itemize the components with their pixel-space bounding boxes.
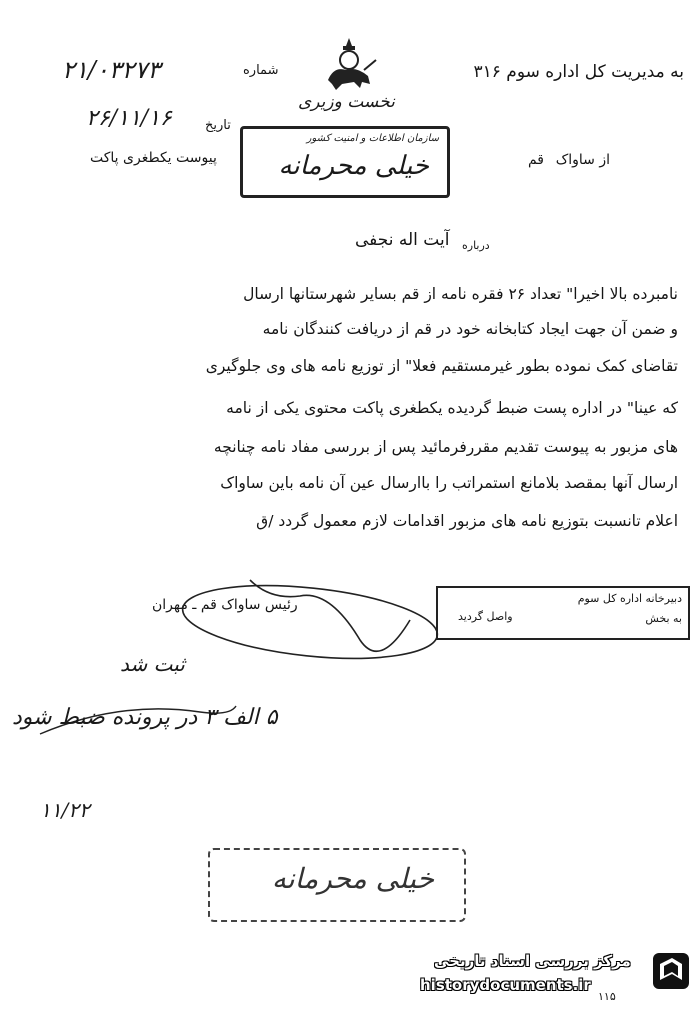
watermark-url: historydocuments.ir xyxy=(420,976,591,994)
body-line: های مزبور به پیوست تقدیم مقررفرمائید پس از بررسی مفاد نامه چنانچه xyxy=(213,438,678,456)
handwritten-note: ۵ الف ۳ در پرونده ضبط شود xyxy=(12,705,278,730)
watermark-title: مرکز بررسی اسناد تاریخی xyxy=(434,952,631,970)
stamp-classification: خیلی محرمانه xyxy=(278,151,429,181)
document-number: ۱۱۵ xyxy=(598,990,616,1003)
date-value: ۲۶/۱۱/۱۶ xyxy=(86,106,172,131)
body-line: و ضمن آن جهت ایجاد کتابخانه خود در قم از دریافت کنندگان نامه xyxy=(262,320,678,338)
stamp-box-line: به بخش xyxy=(645,612,682,625)
date-label: تاریخ xyxy=(205,118,231,133)
recipient-line: به مدیریت کل اداره سوم ۳۱۶ xyxy=(473,62,684,82)
body-line: اعلام تانسبت بتوزیع نامه های مزبور اقدامات لازم معمول گردد /ق xyxy=(256,512,678,530)
body-line: ارسال آنها بمقصد بلامانع استمراتب را باارسال عین آن نامه باین ساواک xyxy=(220,474,678,492)
number-label: شماره xyxy=(243,63,279,78)
stamp-box-received: واصل گردید xyxy=(458,610,513,623)
from-value: قم xyxy=(527,152,544,168)
enclosure-line: پیوست یکطغری پاکت xyxy=(90,150,217,166)
stamp-organization: سازمان اطلاعات و امنیت کشور xyxy=(306,133,439,144)
stamp-classification: خیلی محرمانه xyxy=(271,862,434,895)
archive-logo-icon xyxy=(652,952,690,990)
stamp-box-line: دبیرخانه اداره کل سوم xyxy=(577,592,682,605)
subject-value: آیت اله نجفی xyxy=(355,230,450,250)
number-value: ۲۱/۰۳۲۷۳ xyxy=(62,56,161,84)
handwritten-note: ثبت شد xyxy=(120,652,185,676)
body-line: تقاضای کمک نموده بطور غیرمستقیم فعلا" از توزیع نامه های وی جلوگیری xyxy=(205,357,678,375)
handwritten-note: ۱۱/۲۲ xyxy=(40,798,90,822)
ministry-title: نخست وزیری xyxy=(298,92,395,112)
body-line: که عینا" در اداره پست ضبط گردیده یکطغری پاکت محتوی یکی از نامه xyxy=(226,399,678,417)
subject-label: درباره xyxy=(462,239,490,252)
from-label: از ساواک xyxy=(555,152,610,168)
signer-line: رئیس ساواک قم ـ مهران xyxy=(152,597,298,613)
bottom-confidential-stamp xyxy=(208,848,466,922)
body-line: نامبرده بالا اخیرا" تعداد ۲۶ فقره نامه از قم بسایر شهرستانها ارسال xyxy=(243,285,678,303)
